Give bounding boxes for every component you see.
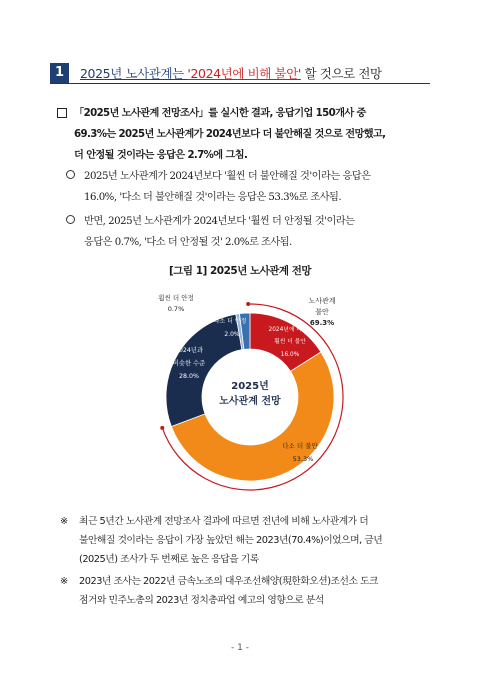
- section-title-part1: 2025년 노사관계는: [80, 66, 188, 81]
- note-mark: ※: [60, 576, 68, 587]
- section-title-part3: 할 것으로 전망: [300, 66, 382, 81]
- sub-bullet-1-line1: 2025년 노사관계가 2024년보다 '훨씬 더 불안해질 것'이라는 응답은: [84, 171, 371, 182]
- section-title: [80, 64, 382, 82]
- sub-bullet-1: [62, 166, 437, 208]
- sub-bullet-2-line1: 반면, 2025년 노사관계가 2024년보다 '훨씬 더 안정될 것'이라는: [84, 216, 355, 227]
- section-title-highlight: '2024년에 비해 불안': [187, 66, 301, 81]
- slice-label-similar-2: 비슷한 수준: [172, 360, 206, 367]
- unstable-group-label-2: 불안: [315, 308, 329, 316]
- section-header: [50, 63, 430, 84]
- slice-label-very-unstable-2: 훨씬 더 불안: [274, 339, 306, 345]
- main-bullet: [60, 103, 435, 166]
- slice-label-similar-1: 2024년과: [174, 347, 204, 354]
- section-number: 1: [50, 63, 69, 83]
- note-1: [60, 512, 440, 569]
- arc-endpoint-dot: [160, 426, 164, 430]
- slice-label-very-unstable-1: 2024년에 비해: [268, 327, 308, 333]
- figure-title: [그림 1] 2025년 노사관계 전망: [168, 265, 312, 277]
- slice-value-somewhat-stable: 2.0%: [224, 331, 240, 338]
- main-bullet-line3: 더 안정될 것이라는 응답은 2.7%에 그침.: [74, 150, 248, 161]
- slice-value-very-unstable: 16.0%: [280, 352, 300, 358]
- donut-chart-svg: [140, 285, 360, 500]
- slice-label-somewhat-stable: 다소 더 안정: [213, 318, 247, 325]
- slice-value-somewhat-unstable: 53.3%: [292, 455, 314, 463]
- stable-callout-label: 훨씬 더 안정: [158, 294, 194, 302]
- unstable-group-value: 69.3%: [309, 319, 335, 327]
- main-bullet-line1: 「2025년 노사관계 전망조사」를 실시한 결과, 응답기업 150개사 중: [74, 108, 366, 119]
- center-label-line2: 노사관계 전망: [219, 396, 281, 407]
- sub-bullet-2: [62, 211, 437, 253]
- square-bullet-icon: [57, 108, 67, 118]
- note-1-line3: (2025년) 조사가 두 번째로 높은 응답을 기록: [79, 554, 259, 565]
- page-number: - 1 -: [231, 643, 249, 653]
- circle-bullet-icon: [66, 215, 75, 224]
- main-bullet-line2: 69.3%는 2025년 노사관계가 2024년보다 더 불안해질 것으로 전망했고,: [74, 129, 386, 140]
- center-label-line1: 2025년: [231, 381, 269, 392]
- note-1-line1: 최근 5년간 노사관계 전망조사 결과에 따르면 전년에 비해 노사관계가 더: [79, 516, 369, 527]
- sub-bullet-1-line2: 16.0%, '다소 더 불안해질 것'이라는 응답은 53.3%로 조사됨.: [84, 192, 342, 203]
- sub-bullet-2-line2: 응답은 0.7%, '다소 더 안정될 것' 2.0%로 조사됨.: [84, 237, 292, 248]
- stable-callout-value: 0.7%: [167, 305, 185, 313]
- note-2-line1: 2023년 조사는 2022년 금속노조의 대우조선해양(現한화오션)조선소 도크: [79, 576, 378, 587]
- note-mark: ※: [60, 516, 68, 527]
- slice-value-similar: 28.0%: [178, 373, 200, 380]
- note-1-line2: 불안해질 것이라는 응답이 가장 높았던 해는 2023년(70.4%)이었으며, 금년: [79, 535, 383, 546]
- note-2-line2: 점거와 민주노총의 2023년 정치총파업 예고의 영향으로 분석: [79, 595, 324, 606]
- circle-bullet-icon: [66, 170, 75, 179]
- donut-chart: [140, 285, 360, 500]
- unstable-group-label-1: 노사관계: [308, 297, 336, 305]
- slice-label-somewhat-unstable: 다소 더 불안: [282, 442, 318, 450]
- arc-endpoint-dot: [246, 302, 250, 306]
- note-2: [60, 572, 440, 610]
